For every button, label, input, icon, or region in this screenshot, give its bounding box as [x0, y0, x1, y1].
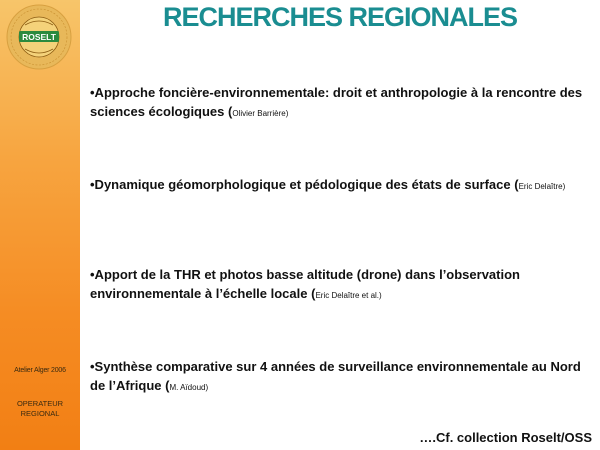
page-title: RECHERCHES REGIONALES	[162, 2, 518, 32]
item-text: •Apport de la THR et photos basse altitude (drone) dans l’observation environnementale à l’échelle locale (	[90, 267, 520, 301]
research-item-geomorphologie	[90, 175, 590, 196]
item-text: •Approche foncière-environnementale: droit et anthropologie à la rencontre des sciences écologiques (	[90, 85, 583, 119]
operateur-label	[0, 399, 80, 419]
item-author: Olivier Barrière)	[232, 109, 289, 118]
item-author: Eric Delaître et al.)	[315, 291, 382, 300]
research-item-synthese	[90, 357, 590, 397]
research-item-thr-drone	[90, 265, 590, 305]
footer-reference: ….Cf. collection Roselt/OSS	[419, 430, 592, 445]
item-author: M. Aïdoud)	[169, 383, 209, 392]
operateur-line1: OPERATEUR	[16, 399, 64, 408]
atelier-label: Atelier Alger 2006	[14, 367, 66, 374]
operateur-line2: REGIONAL	[20, 409, 60, 418]
sidebar	[0, 0, 80, 450]
logo-text: ROSELT	[22, 32, 56, 42]
item-text: •Dynamique géomorphologique et pédologique des états de surface (	[90, 177, 519, 192]
item-text: •Synthèse comparative sur 4 années de surveillance environnementale au Nord de l’Afrique (	[90, 359, 581, 393]
roselt-logo	[5, 3, 73, 71]
item-author: Eric Delaître)	[518, 182, 566, 191]
research-item-foncier	[90, 83, 590, 123]
